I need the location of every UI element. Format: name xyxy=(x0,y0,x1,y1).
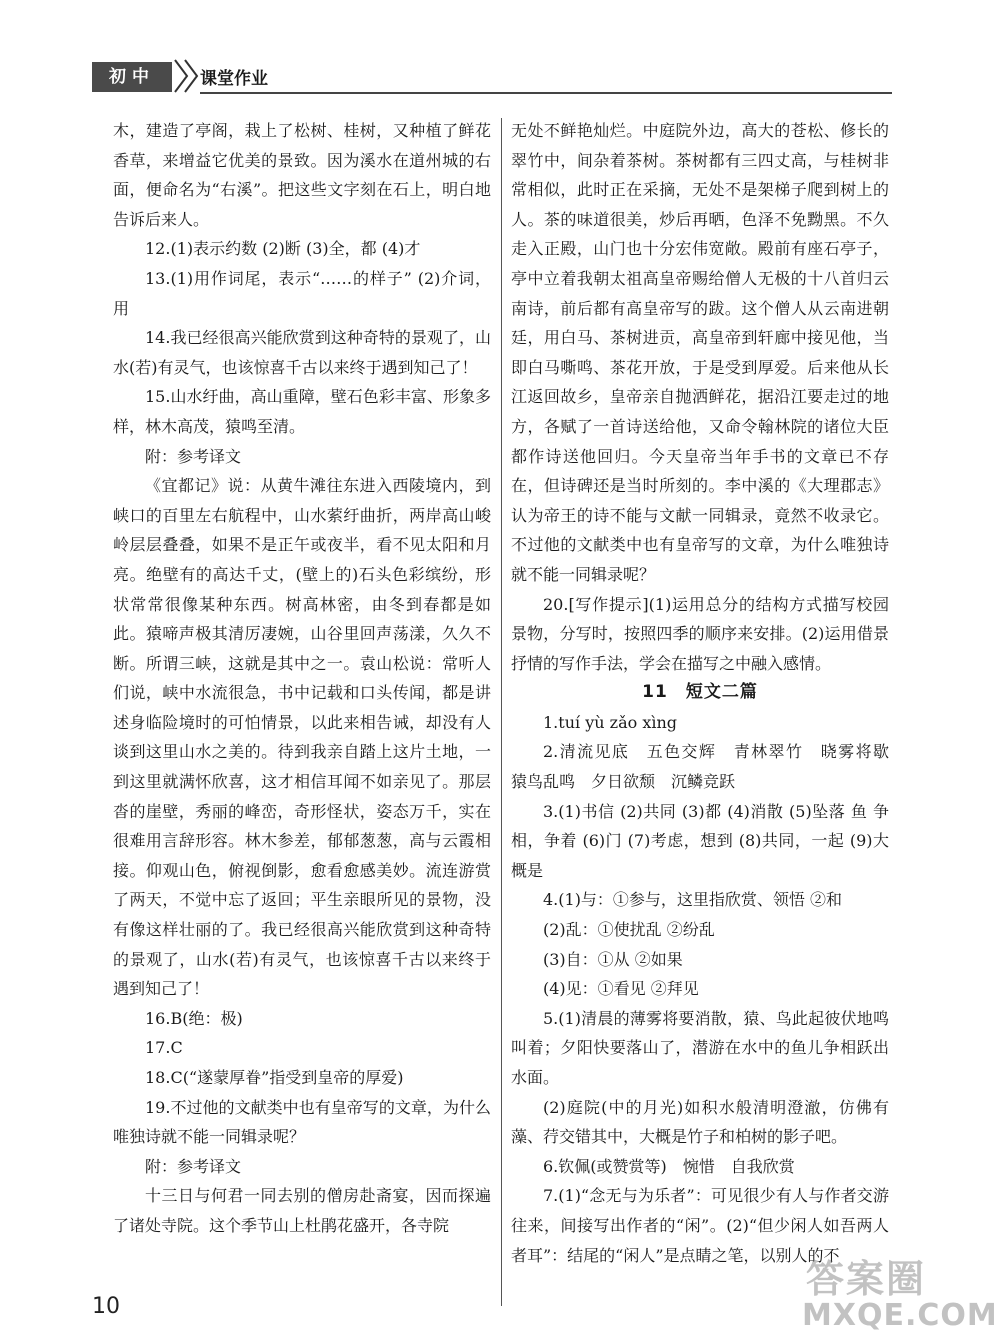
text-paragraph: 3.(1)书信 (2)共同 (3)都 (4)消散 (5)坠落 鱼 争相，争着 (6)门 (7)考虑，想到 (8)共同，一起 (9)大概是 xyxy=(511,801,889,880)
text-paragraph: 14.我已经很高兴能欣赏到这种奇特的景观了，山水(若)有灵气，也该惊喜千古以来终于遇到知己了！ xyxy=(113,328,491,377)
double-chevron-icon xyxy=(172,56,202,96)
text-paragraph: 18.C(“遂蒙厚眷”指受到皇帝的厚爱) xyxy=(145,1068,404,1087)
section-title: 11 短文二篇 xyxy=(642,682,758,703)
text-paragraph: 《宜都记》说：从黄牛滩往东进入西陵境内，到峡口的百里左右航程中，山水萦纡曲折，两岸高山峻岭层层叠叠，如果不是正午或夜半，看不见太阳和月亮。绝壁有的高达千丈，(壁上的)石头色彩缤纷，形状常常很像某种东西。树高林密，由冬到春都是如此。猿啼声极其清厉凄婉，山谷里回声荡漾，久久不断。所谓三峡，这就是其中之一。袁山松说：常听人们说，峡中水流很急，书中记载和口头传闻，都是讲述身临险境时的可怕情景，以此来相告诫，却没有人谈到这里山水之美的。待到我亲自踏上这片土地，一到这里就满怀欣喜，这才相信耳闻不如亲见了。那层沓的崖壁，秀丽的峰峦，奇形怪状，姿态万千，实在很难用言辞形容。林木参差，郁郁葱葱，高与云霞相接。仰观山色，俯视倒影，愈看愈感美妙。流连游赏了两天，不觉中忘了返回；平生亲眼所见的景物，没有像这样壮丽的了。我已经很高兴能欣赏到这种奇特的景观了，山水(若)有灵气，也该惊喜千古以来终于遇到知己了！ xyxy=(113,476,491,999)
text-paragraph: 6.钦佩(或赞赏等) 惋惜 自我欣赏 xyxy=(543,1156,795,1176)
text-paragraph: 木，建造了亭阁，栽上了松树、桂树，又种植了鲜花香草，来增益它优美的景致。因为溪水在道州城的右面，便命名为“右溪”。把这些文字刻在石上，明白地告诉后来人。 xyxy=(113,121,491,229)
text-paragraph: 12.(1)表示约数 (2)断 (3)全，都 (4)才 xyxy=(145,239,421,259)
text-paragraph: 附：参考译文 xyxy=(145,446,242,466)
text-paragraph: (3)自：①从 ②如果 xyxy=(543,949,683,969)
page-number: 10 xyxy=(92,1294,120,1319)
text-paragraph: 附：参考译文 xyxy=(145,1156,242,1176)
column-divider xyxy=(501,118,502,1306)
book-title: 课堂作业 xyxy=(200,69,268,89)
text-paragraph: 13.(1)用作词尾，表示“……的样子” (2)介词，用 xyxy=(113,268,491,318)
watermark-top: 答案圈 xyxy=(806,1257,927,1301)
text-paragraph: (2)乱：①使扰乱 ②纷乱 xyxy=(543,920,715,940)
text-paragraph: (4)见：①看见 ②拜见 xyxy=(543,979,699,999)
text-paragraph: 7.(1)“念无与为乐者”：可见很少有人与作者交游往来，间接写出作者的“闲”。(2)“但少闲人如吾两人者耳”：结尾的“闲人”是点睛之笔，以别人的不 xyxy=(511,1186,889,1265)
header-rule xyxy=(200,92,892,94)
watermark-bottom: MXQE.COM xyxy=(802,1298,998,1333)
text-paragraph: 20.[写作提示](1)运用总分的结构方式描写校园景物，分写时，按照四季的顺序来安排。(2)运用借景抒情的写作手法，学会在描写之中融入感情。 xyxy=(511,594,889,673)
level-badge: 初中 xyxy=(92,62,172,92)
text-paragraph: 无处不鲜艳灿烂。中庭院外边，高大的苍松、修长的翠竹中，间杂着茶树。茶树都有三四丈高，与桂树非常相似，此时正在采摘，无处不是架梯子爬到树上的人。茶的味道很美，炒后再晒，色泽不免黝黑。不久走入正殿，山门也十分宏伟宽敞。殿前有座石亭子，亭中立着我朝太祖高皇帝赐给僧人无极的十八首归云南诗，前后都有高皇帝写的跋。这个僧人从云南进朝廷，用白马、茶树进贡，高皇帝到轩廊中接见他，当即白马嘶鸣、茶花开放，于是受到厚爱。后来他从长江返回故乡，皇帝亲自抛洒鲜花，据沿江要走过的地方，各赋了一首诗送给他，又命令翰林院的诸位大臣都作诗送他回归。今天皇帝当年手书的文章已不存在，但诗碑还是当时所刻的。李中溪的《大理郡志》认为帝王的诗不能与文献一同辑录，竟然不收录它。不过他的文献类中也有皇帝写的文章，为什么唯独诗就不能一同辑录呢？ xyxy=(511,121,889,584)
left-column xyxy=(113,116,491,1241)
text-paragraph: 2.清流见底 五色交辉 青林翠竹 晓雾将歇 猿鸟乱鸣 夕日欲颓 沉鳞竞跃 xyxy=(511,742,906,792)
text-paragraph: 16.B(绝：极) xyxy=(145,1008,243,1028)
text-paragraph: 17.C xyxy=(145,1038,183,1058)
text-paragraph: 1.tuí yù zǎo xìng xyxy=(543,712,678,732)
text-paragraph: (2)庭院(中的月光)如积水般清明澄澈，仿佛有藻、荇交错其中，大概是竹子和柏树的影子吧。 xyxy=(511,1097,889,1147)
text-paragraph: 19.不过他的文献类中也有皇帝写的文章，为什么唯独诗就不能一同辑录呢？ xyxy=(113,1097,491,1147)
text-paragraph: 15.山水纡曲，高山重障，壁石色彩丰富、形象多样，林木高茂，猿鸣至清。 xyxy=(113,387,491,436)
watermark-logo xyxy=(800,1248,1000,1342)
page-header xyxy=(92,62,892,96)
text-paragraph: 5.(1)清晨的薄雾将要消散，猿、鸟此起彼伏地鸣叫着；夕阳快要落山了，潜游在水中的鱼儿争相跃出水面。 xyxy=(511,1008,889,1087)
text-paragraph: 十三日与何君一同去别的僧房赴斋宴，因而探遍了诸处寺院。这个季节山上杜鹃花盛开，各寺院 xyxy=(113,1186,491,1235)
right-column xyxy=(511,116,906,1270)
text-paragraph: 4.(1)与：①参与，这里指欣赏、领悟 ②和 xyxy=(543,890,843,910)
